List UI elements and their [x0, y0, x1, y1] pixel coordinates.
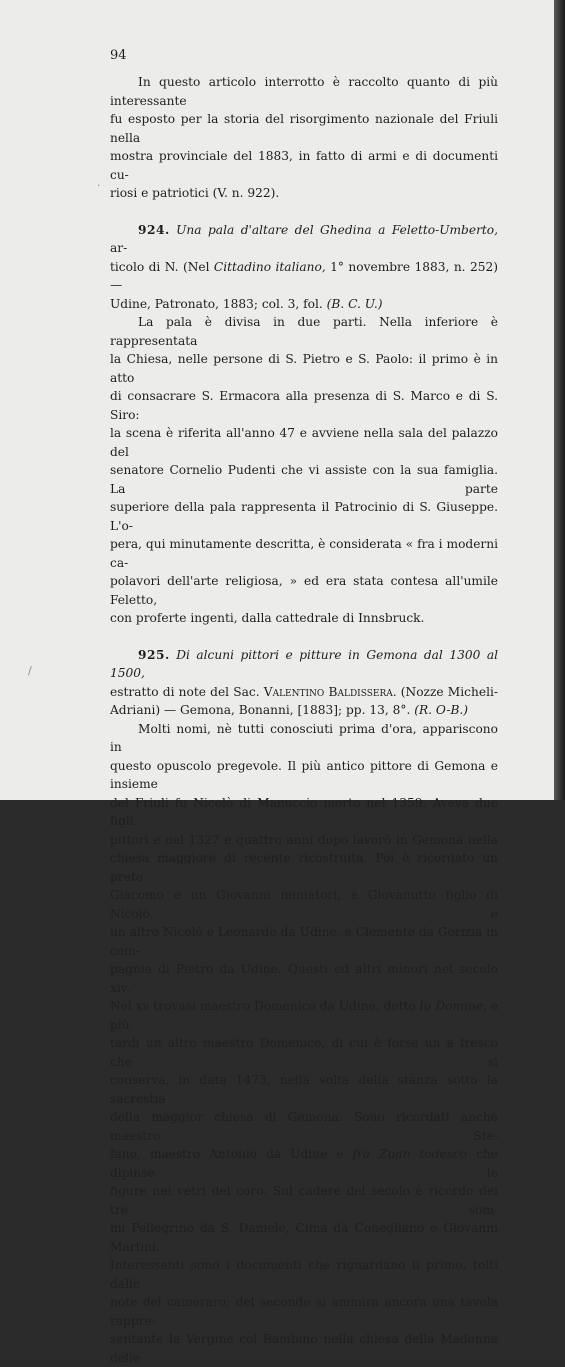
pencil-mark: . — [97, 176, 101, 189]
body-line: La pala è divisa in due parti. Nella inferiore è rappresentata — [110, 313, 498, 350]
body-line: polavori dell'arte religiosa, » ed era stata contesa all'umile Feletto, — [110, 572, 498, 609]
entry-924 — [110, 221, 498, 628]
intro-line: fu esposto per la storia del risorgimento nazionale del Friuli nella — [110, 110, 498, 147]
body-line: note del cameraro; del secondo si ammira ancora una tavola rappre- — [110, 1293, 498, 1330]
body-line: la Chiesa, nelle persone di S. Pietro e S. Paolo: il primo è in atto — [110, 350, 498, 387]
intro-line: In questo articolo interrotto è raccolto quanto di più interessante — [110, 73, 498, 110]
entry-heading: 924. Una pala d'altare del Ghedina a Feletto-Umberto, ar- — [110, 221, 498, 258]
intro-line: riosi e patriotici (V. n. 922). — [110, 184, 498, 203]
body-line: senatore Cornelio Pudenti che vi assiste con la sua famiglia. La parte — [110, 461, 498, 498]
citation-line: estratto di note del Sac. Valentino Baldissera. (Nozze Micheli- — [110, 683, 498, 702]
book-spine-shadow — [554, 0, 565, 800]
author-name: Valentino Baldissera. — [264, 685, 397, 699]
body-line: di consacrare S. Ermacora alla presenza di S. Marco e di S. Siro: — [110, 387, 498, 424]
body-line: del Friuli fu Nicolò di Manuccio morto nel 1359. Aveva due figli — [110, 794, 498, 831]
body-line: Molti nomi, nè tutti conosciuti prima d'ora, appariscono in — [110, 720, 498, 757]
entry-number: 925. — [138, 648, 170, 662]
body-line: la scena è riferita all'anno 47 e avviene nella sala del palazzo del — [110, 424, 498, 461]
body-line: figure nei vetri del coro. Sul cadere del secolo è ricordo dei tre som- — [110, 1182, 498, 1219]
intro-paragraph — [110, 73, 498, 203]
artist-name: fra Zuan todesco — [352, 1147, 467, 1161]
pencil-mark: / — [28, 664, 32, 677]
body-line: questo opuscolo pregevole. Il più antico pittore di Gemona e insieme — [110, 757, 498, 794]
citation-line: Udine, Patronato, 1883; col. 3, fol. (B. C. U.) — [110, 295, 498, 314]
journal-title: Cittadino italiano, — [214, 260, 326, 274]
body-line: conserva, in data 1473, nella volta della stanza sotto la sacrestia — [110, 1071, 498, 1108]
entry-heading — [110, 646, 498, 683]
library-reference: (R. O-B.) — [414, 703, 468, 717]
intro-line: mostra provinciale del 1883, in fatto di armi e di documenti cu- — [110, 147, 498, 184]
body-line: pera, qui minutamente descritta, è considerata « fra i moderni ca- — [110, 535, 498, 572]
body-line: fano, maestro Antonio da Udine e fra Zuan todesco che dipinse le — [110, 1145, 498, 1182]
body-line: un altro Nicolò e Leonardo da Udine, e Clemente da Gorizia in com- — [110, 923, 498, 960]
body-line: superiore della pala rappresenta il Patrocinio di S. Giuseppe. L'o- — [110, 498, 498, 535]
body-line: con proferte ingenti, dalla cattedrale di Innsbruck. — [110, 609, 498, 628]
page-text — [110, 73, 498, 1367]
library-reference: (B. C. U.) — [327, 297, 383, 311]
body-line: Giacomo e un Giovanni miniatori, e Giovanutto figlio di Nicolò, e — [110, 886, 498, 923]
body-line: Nel xv trovasi maestro Domenico da Udine, detto lu Domine, e più — [110, 997, 498, 1034]
body-line: pittori e nel 1327 e quattro anni dopo lavorò in Gemona nella — [110, 831, 498, 850]
entry-title: Una pala d'altare del Ghedina a Feletto-Umberto, — [176, 223, 498, 237]
citation-line: ticolo di N. (Nel Cittadino italiano, 1° novembre 1883, n. 252) — — [110, 258, 498, 295]
entry-925 — [110, 646, 498, 1367]
body-line: pagnia di Pietro da Udine. Questi ed altri minori nel secolo xiv. — [110, 960, 498, 997]
page-number: 94 — [110, 48, 127, 63]
body-line: della maggior chiesa di Gemona. Sono ricordati anche maestro Ste- — [110, 1108, 498, 1145]
body-line: mi Pellegrino da S. Daniele, Cima da Conegliano e Giovanni Martini. — [110, 1219, 498, 1256]
body-line: sentante la Vergine col Bambino nella chiesa della Madonna delle — [110, 1330, 498, 1367]
body-line: tardi un altro maestro Domenico, di cui è forse un a fresco che si — [110, 1034, 498, 1071]
nickname: lu Domine, — [420, 999, 487, 1013]
citation-line: Adriani) — Gemona, Bonanni, [1883]; pp. 13, 8°. (R. O-B.) — [110, 701, 498, 720]
body-line: chiesa maggiore di recente ricostruita. Poi è ricordato un prete — [110, 849, 498, 886]
entry-number: 924. — [138, 223, 170, 237]
body-line: Interessanti sono i documenti che riguardano il primo, tolti dalle — [110, 1256, 498, 1293]
entry-title: Di alcuni pittori e pitture in Gemona dal 1300 al 1500, — [110, 648, 498, 681]
